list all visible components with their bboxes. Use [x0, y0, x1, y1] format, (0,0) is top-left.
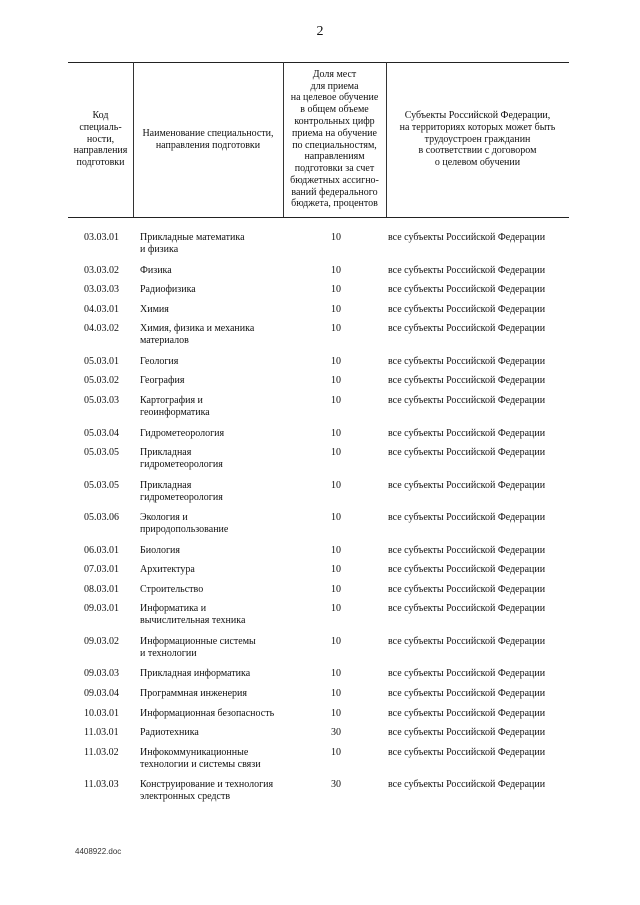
- row-subjects: все субъекты Российской Федерации: [388, 232, 546, 243]
- row-name-line: и физика: [140, 244, 179, 255]
- row-name: [140, 447, 290, 471]
- row-name-line: География: [140, 375, 185, 386]
- row-name: [140, 727, 290, 739]
- row-name: [140, 545, 290, 557]
- row-name-line: Химия: [140, 304, 169, 315]
- row-name: [140, 747, 290, 771]
- row-share: 10: [331, 232, 341, 243]
- row-name-line: Химия, физика и механика: [140, 323, 255, 334]
- row-name-line: природопользование: [140, 524, 229, 535]
- row-subjects: все субъекты Российской Федерации: [388, 545, 546, 556]
- row-share: 10: [331, 636, 341, 647]
- row-name-line: Конструирование и технология: [140, 779, 274, 790]
- row-name: [140, 428, 290, 440]
- row-name: [140, 636, 290, 660]
- row-subjects: все субъекты Российской Федерации: [388, 284, 546, 295]
- header-share-line: Доля мест: [312, 68, 357, 80]
- header-code-line: подготовки: [76, 157, 125, 169]
- row-share: 10: [331, 323, 341, 334]
- row-subjects: все субъекты Российской Федерации: [388, 727, 546, 738]
- row-subjects: все субъекты Российской Федерации: [388, 779, 546, 790]
- header-share-line: бюджета, процентов: [291, 198, 378, 210]
- row-name-line: Прикладная: [140, 447, 192, 458]
- row-share: 10: [331, 668, 341, 679]
- row-code: 04.03.01: [84, 304, 119, 315]
- header-code-line: специаль-: [79, 121, 122, 133]
- row-code: 05.03.06: [84, 512, 119, 523]
- row-name-line: Биология: [140, 545, 181, 556]
- row-share: 10: [331, 428, 341, 439]
- row-share: 10: [331, 375, 341, 386]
- row-code: 05.03.03: [84, 395, 119, 406]
- row-subjects: все субъекты Российской Федерации: [388, 480, 546, 491]
- row-code: 10.03.01: [84, 708, 119, 719]
- row-name-line: геоинформатика: [140, 407, 210, 418]
- row-share: 10: [331, 564, 341, 575]
- page-number: 2: [316, 24, 324, 39]
- row-name: [140, 356, 290, 368]
- header-name-line: Наименование специальности,: [142, 127, 274, 139]
- row-subjects: все субъекты Российской Федерации: [388, 708, 546, 719]
- row-name: [140, 232, 290, 256]
- row-code: 05.03.02: [84, 375, 119, 386]
- row-share: 10: [331, 265, 341, 276]
- row-subjects: все субъекты Российской Федерации: [388, 636, 546, 647]
- row-name-line: технологии и системы связи: [140, 759, 261, 770]
- row-name-line: Геология: [140, 356, 179, 367]
- row-code: 09.03.01: [84, 603, 119, 614]
- row-share: 10: [331, 356, 341, 367]
- row-name-line: Прикладная информатика: [140, 668, 251, 679]
- row-name-line: вычислительная техника: [140, 615, 246, 626]
- row-subjects: все субъекты Российской Федерации: [388, 323, 546, 334]
- row-name-line: Физика: [140, 265, 172, 276]
- row-name-line: Картография и: [140, 395, 203, 406]
- row-share: 10: [331, 708, 341, 719]
- row-code: 09.03.02: [84, 636, 119, 647]
- row-name: [140, 564, 290, 576]
- row-name-line: Информатика и: [140, 603, 207, 614]
- row-code: 09.03.03: [84, 668, 119, 679]
- row-code: 11.03.03: [84, 779, 119, 790]
- row-code: 11.03.02: [84, 747, 119, 758]
- row-subjects: все субъекты Российской Федерации: [388, 356, 546, 367]
- row-subjects: все субъекты Российской Федерации: [388, 747, 546, 758]
- row-name-line: Строительство: [140, 584, 204, 595]
- row-code: 04.03.02: [84, 323, 119, 334]
- row-name-line: Информационная безопасность: [140, 708, 275, 719]
- header-share-line: на целевое обучение: [290, 92, 379, 104]
- row-name-line: Радиотехника: [140, 727, 199, 738]
- row-name: [140, 395, 290, 419]
- row-name: [140, 603, 290, 627]
- row-share: 30: [331, 727, 341, 738]
- row-code: 05.03.05: [84, 447, 119, 458]
- header-subjects-line: в соответствии с договором: [418, 145, 537, 157]
- row-subjects: все субъекты Российской Федерации: [388, 668, 546, 679]
- row-subjects: все субъекты Российской Федерации: [388, 603, 546, 614]
- row-subjects: все субъекты Российской Федерации: [388, 447, 546, 458]
- row-subjects: все субъекты Российской Федерации: [388, 564, 546, 575]
- row-name: [140, 584, 290, 596]
- header-subjects-line: о целевом обучении: [434, 157, 521, 169]
- row-name: [140, 779, 290, 803]
- row-name: [140, 668, 290, 680]
- row-share: 10: [331, 747, 341, 758]
- row-share: 10: [331, 545, 341, 556]
- header-code-line: Код: [92, 110, 109, 121]
- row-share: 10: [331, 447, 341, 458]
- header-share-line: ваний федерального: [291, 186, 378, 198]
- row-share: 10: [331, 603, 341, 614]
- file-name-footer: 4408922.doc: [75, 847, 122, 856]
- row-code: 09.03.04: [84, 688, 119, 699]
- row-name-line: Инфокоммуникационные: [140, 747, 249, 758]
- header-subjects-line: на территориях которых может быть: [399, 121, 556, 133]
- row-share: 10: [331, 304, 341, 315]
- header-code-line: направления: [73, 145, 128, 157]
- row-name-line: материалов: [140, 335, 189, 346]
- row-name: [140, 265, 290, 277]
- header-share-line: для приема: [310, 80, 359, 92]
- row-share: 10: [331, 480, 341, 491]
- row-code: 07.03.01: [84, 564, 119, 575]
- header-subjects-line: Субъекты Российской Федерации,: [404, 110, 551, 121]
- row-name-line: Архитектура: [140, 564, 195, 575]
- row-subjects: все субъекты Российской Федерации: [388, 304, 546, 315]
- row-code: 03.03.03: [84, 284, 119, 295]
- row-share: 10: [331, 284, 341, 295]
- header-share-line: контрольных цифр: [294, 115, 375, 127]
- row-share: 10: [331, 688, 341, 699]
- row-name-line: гидрометеорология: [140, 492, 223, 503]
- row-share: 10: [331, 512, 341, 523]
- row-name: [140, 375, 290, 387]
- header-name-line: направления подготовки: [155, 139, 261, 151]
- header-share-line: бюджетных ассигно-: [290, 174, 379, 186]
- row-name-line: Программная инженерия: [140, 688, 247, 699]
- row-subjects: все субъекты Российской Федерации: [388, 512, 546, 523]
- row-name: [140, 304, 290, 316]
- row-name: [140, 688, 290, 700]
- row-share: 10: [331, 395, 341, 406]
- row-name-line: Радиофизика: [140, 284, 196, 295]
- row-name-line: и технологии: [140, 648, 197, 659]
- row-name: [140, 284, 290, 296]
- header-share-line: подготовки за счет: [294, 163, 375, 175]
- row-name-line: Информационные системы: [140, 636, 256, 647]
- header-share-line: по специальностям,: [292, 139, 377, 151]
- row-code: 05.03.01: [84, 356, 119, 367]
- header-share-line: приема на обучение: [292, 127, 377, 139]
- header-share-line: направлениям: [304, 151, 365, 163]
- row-name-line: электронных средств: [140, 791, 231, 802]
- row-subjects: все субъекты Российской Федерации: [388, 688, 546, 699]
- row-code: 05.03.05: [84, 480, 119, 491]
- row-code: 03.03.01: [84, 232, 119, 243]
- row-name-line: Экология и: [140, 512, 188, 523]
- row-subjects: все субъекты Российской Федерации: [388, 584, 546, 595]
- row-name-line: гидрометеорология: [140, 459, 223, 470]
- row-code: 11.03.01: [84, 727, 119, 738]
- row-code: 08.03.01: [84, 584, 119, 595]
- row-subjects: все субъекты Российской Федерации: [388, 395, 546, 406]
- row-subjects: все субъекты Российской Федерации: [388, 265, 546, 276]
- row-name: [140, 512, 290, 536]
- row-name-line: Гидрометеорология: [140, 428, 225, 439]
- row-code: 05.03.04: [84, 428, 119, 439]
- header-subjects-line: трудоустроен гражданин: [424, 133, 531, 145]
- row-name: [140, 708, 290, 720]
- header-code-line: ности,: [86, 133, 115, 145]
- row-name-line: Прикладные математика: [140, 232, 245, 243]
- row-subjects: все субъекты Российской Федерации: [388, 428, 546, 439]
- header-share-line: в общем объеме: [300, 104, 369, 116]
- row-share: 30: [331, 779, 341, 790]
- row-subjects: все субъекты Российской Федерации: [388, 375, 546, 386]
- row-name: [140, 323, 290, 347]
- row-name-line: Прикладная: [140, 480, 192, 491]
- row-code: 06.03.01: [84, 545, 119, 556]
- row-code: 03.03.02: [84, 265, 119, 276]
- row-name: [140, 480, 290, 504]
- row-share: 10: [331, 584, 341, 595]
